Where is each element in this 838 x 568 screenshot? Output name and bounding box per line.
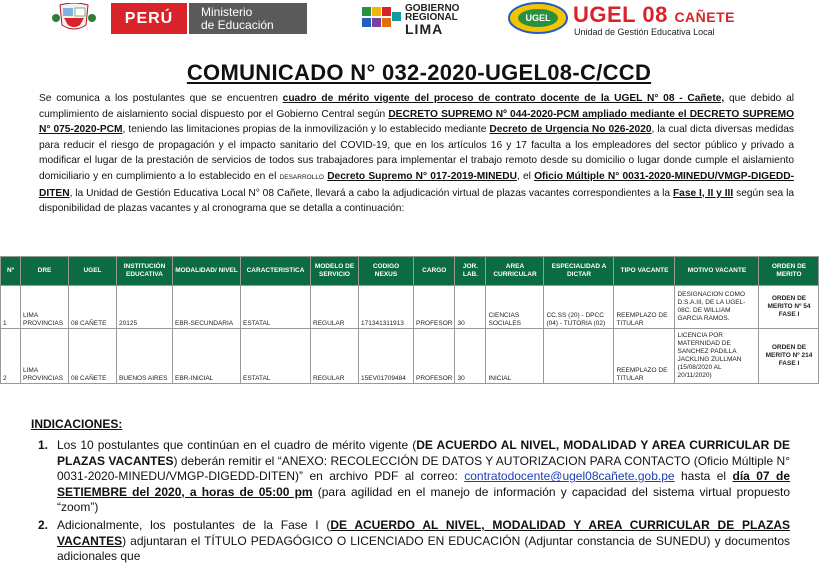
table-cell: ESTATAL — [241, 286, 311, 329]
intro-bold-underline: cuadro de mérito vigente del proceso de contrato docente de la UGEL N° 08 - Cañete, — [282, 93, 725, 104]
intro-text: , la cual dicta diversas medidas para reducir el riesgo de propagación y el impacto sanitario del COVID-19, que en los artículos 16 y 17 faculta a los empleadores del sector público y privado a modificar el lugar de la prestación de servicios de todos sus trabajadores para implementar el trabajo remoto desde su domicilio o lugar donde cumple el aislamiento domiciliario y en cumplimiento a lo establecido en el — [39, 124, 795, 182]
column-header: Nº — [1, 257, 21, 286]
column-header: MODALIDAD/ NIVEL — [173, 257, 241, 286]
column-header: AREA CURRICULAR — [486, 257, 544, 286]
column-header: ORDEN DE MERITO — [759, 257, 819, 286]
minedu-line1: Ministerio — [201, 4, 253, 19]
item-text — [57, 518, 790, 565]
item-text-part: ) deberán remitir el “ANEXO: RECOLECCIÓN DE DATOS Y AUTORIZACION PARA CONTACTO (Oficio Múltiple N° 0031-2020-MINEDU/VMGP-DIGEDD-DITEN)” en archivo PDF al correo: — [57, 453, 790, 484]
item-bold-text: DE ACUERDO AL NIVEL, MODALIDAD Y AREA CURRICULAR DE PLAZAS VACANTES — [57, 518, 790, 548]
column-header: MODELO DE SERVICIO — [311, 257, 359, 286]
table-cell: 08 CAÑETE — [69, 286, 117, 329]
intro-text: que debido al cumplimiento de aislamiento social dispuesto por el Gobierno Central según — [39, 93, 795, 120]
item-text-part: ) adjuntaran el TÍTULO PEDAGÓGICO O LICENCIADO EN EDUCACIÓN (Adjuntar constancia de SUNEDU) y documentos adicionales que — [57, 533, 790, 564]
intro-decree-ref: Decreto de Urgencia No 026-2020 — [489, 124, 652, 136]
table-cell: 30 — [455, 286, 486, 329]
logo-bar — [0, 0, 838, 42]
gobierno-regional-icon — [362, 5, 402, 31]
table-cell: REEMPLAZO DE TITULAR — [614, 329, 675, 384]
table-cell: ORDEN DE MERITO Nº 214 FASE I — [759, 329, 819, 384]
intro-decree-ref: DECRETO SUPREMO Nº 044-2020-PCM ampliado mediante el DECRETO SUPREMO N° 075-2020-PCM — [39, 108, 795, 136]
peru-logo — [111, 3, 187, 34]
table-cell: REEMPLAZO DE TITULAR — [614, 286, 675, 329]
table-cell: LIMA PROVINCIAS — [21, 329, 69, 384]
column-header: CARGO — [414, 257, 455, 286]
indications-heading: INDICACIONES: — [31, 417, 123, 431]
table-cell: ORDEN DE MERITO Nº 54 FASE I — [759, 286, 819, 329]
table-cell: REGULAR — [311, 286, 359, 329]
minedu-logo — [189, 3, 307, 34]
column-header: INSTITUCIÓN EDUCATIVA — [117, 257, 173, 286]
intro-paragraph — [39, 91, 794, 217]
ugel-seal-icon — [508, 2, 568, 34]
table-header-row — [1, 257, 819, 286]
email-link[interactable]: contratodocente@ugel08cañete.gob.pe — [464, 469, 675, 484]
peru-coat-of-arms-icon — [50, 3, 98, 33]
item-bold-text: DE ACUERDO AL NIVEL, MODALIDAD Y AREA CURRICULAR DE PLAZAS VACANTES — [57, 438, 790, 468]
intro-oficio-ref: Oficio Múltiple N° 0031-2020-MINEDU/VMGP-DIGEDD-DITEN — [39, 170, 794, 199]
column-header: CARACTERISTICA — [241, 257, 311, 286]
column-header: JOR. LAB. — [455, 257, 486, 286]
column-header: UGEL — [69, 257, 117, 286]
table-cell: ESTATAL — [241, 329, 311, 384]
table-cell: REGULAR — [311, 329, 359, 384]
table-cell — [544, 329, 614, 384]
minedu-line2: de Educación — [201, 17, 274, 32]
vacancies-table — [0, 256, 819, 384]
indication-item-1 — [38, 438, 790, 516]
gore-line3: LIMA — [405, 21, 444, 37]
table-cell: 20125 — [117, 286, 173, 329]
gobierno-regional-logo — [405, 4, 459, 36]
table-cell: DESIGNACION COMO D.S.A.III, DE LA UGEL-08C. DE WILLIAM GARCIA RAMOS. — [675, 286, 759, 329]
table-cell: PROFESOR — [414, 286, 455, 329]
column-header: TIPO VACANTE — [614, 257, 675, 286]
column-header: ESPECIALIDAD A DICTAR — [544, 257, 614, 286]
intro-phase-ref: Fase I, II y III — [672, 187, 734, 199]
table-cell: PROFESOR — [414, 329, 455, 384]
column-header: MOTIVO VACANTE — [675, 257, 759, 286]
ugel-main: UGEL 08 — [573, 2, 668, 27]
document-title: COMUNICADO N° 032-2020-UGEL08-C/CCD — [186, 60, 652, 85]
table-cell: LICENCIA POR MATERNIDAD DE SANCHEZ PADILLA JACKLING ZULLMAN (15/08/2020 AL 20/11/2020) — [675, 329, 759, 384]
column-header: CODIGO NEXUS — [359, 257, 414, 286]
table-cell: 08 CAÑETE — [69, 329, 117, 384]
table-cell: 2 — [1, 329, 21, 384]
table-cell: EBR-SECUNDARIA — [173, 286, 241, 329]
table-cell: 171341311913 — [359, 286, 414, 329]
gore-line1: GOBIERNO — [405, 3, 460, 14]
item-text-part: Los 10 postulantes que continúan en el cuadro de mérito vigente ( — [57, 438, 417, 452]
table-cell: EBR-INICIAL — [173, 329, 241, 384]
table-row — [1, 329, 819, 384]
intro-text: , teniendo las limitaciones propias de la inmovilización y lo establecido mediante — [122, 124, 490, 136]
item-text-part: Adicionalmente, los postulantes de la Fase I ( — [57, 518, 331, 532]
ugel-logo-title — [573, 2, 735, 28]
table-cell: 30 — [455, 329, 486, 384]
table-cell: LIMA PROVINCIAS — [21, 286, 69, 329]
intro-text: Se comunica a los postulantes que se encuentren — [39, 93, 283, 104]
intro-decree-ref: Decreto Supremo N° 017-2019-MINEDU — [327, 170, 517, 182]
table-cell: 1 — [1, 286, 21, 329]
item-number: 1. — [38, 438, 49, 452]
intro-text: , el — [516, 170, 535, 182]
table-cell: CIENCIAS SOCIALES — [486, 286, 544, 329]
item-number: 2. — [38, 518, 49, 532]
table-cell: CC.SS (20) - DPCC (04) - TUTORIA (02) — [544, 286, 614, 329]
gore-line2: REGIONAL — [405, 12, 458, 23]
ugel-place: CAÑETE — [674, 9, 735, 25]
item-text-part: hasta el — [674, 469, 733, 484]
table-cell: 15EV01709484 — [359, 329, 414, 384]
item-text-part: (para agilidad en el manejo de información y capacidad del sistema virtual propuesto “zoom”) — [57, 484, 791, 515]
table-cell: BUENOS AIRES — [117, 329, 173, 384]
table-cell: INICIAL — [486, 329, 544, 384]
intro-text: , la Unidad de Gestión Educativa Local N° 08 Cañete, llevará a cabo la adjudicación virtual de plazas vacantes correspondientes a la — [69, 187, 673, 199]
deadline-text: día 07 de SETIEMBRE del 2020, a horas de 05:00 pm — [57, 469, 791, 499]
column-header: DRE — [21, 257, 69, 286]
intro-text-small: DESARROLLO — [279, 173, 324, 181]
ugel-subtitle: Unidad de Gestión Educativa Local — [574, 27, 715, 37]
peru-label: PERÚ — [124, 9, 174, 27]
ugel-seal-text: UGEL — [525, 13, 551, 23]
table-row — [1, 286, 819, 329]
indication-item-2 — [38, 518, 790, 565]
item-text — [57, 438, 790, 516]
intro-text: según sea la disponibilidad de plazas vacantes y al cronograma que se detalla a continuación: — [39, 187, 794, 215]
